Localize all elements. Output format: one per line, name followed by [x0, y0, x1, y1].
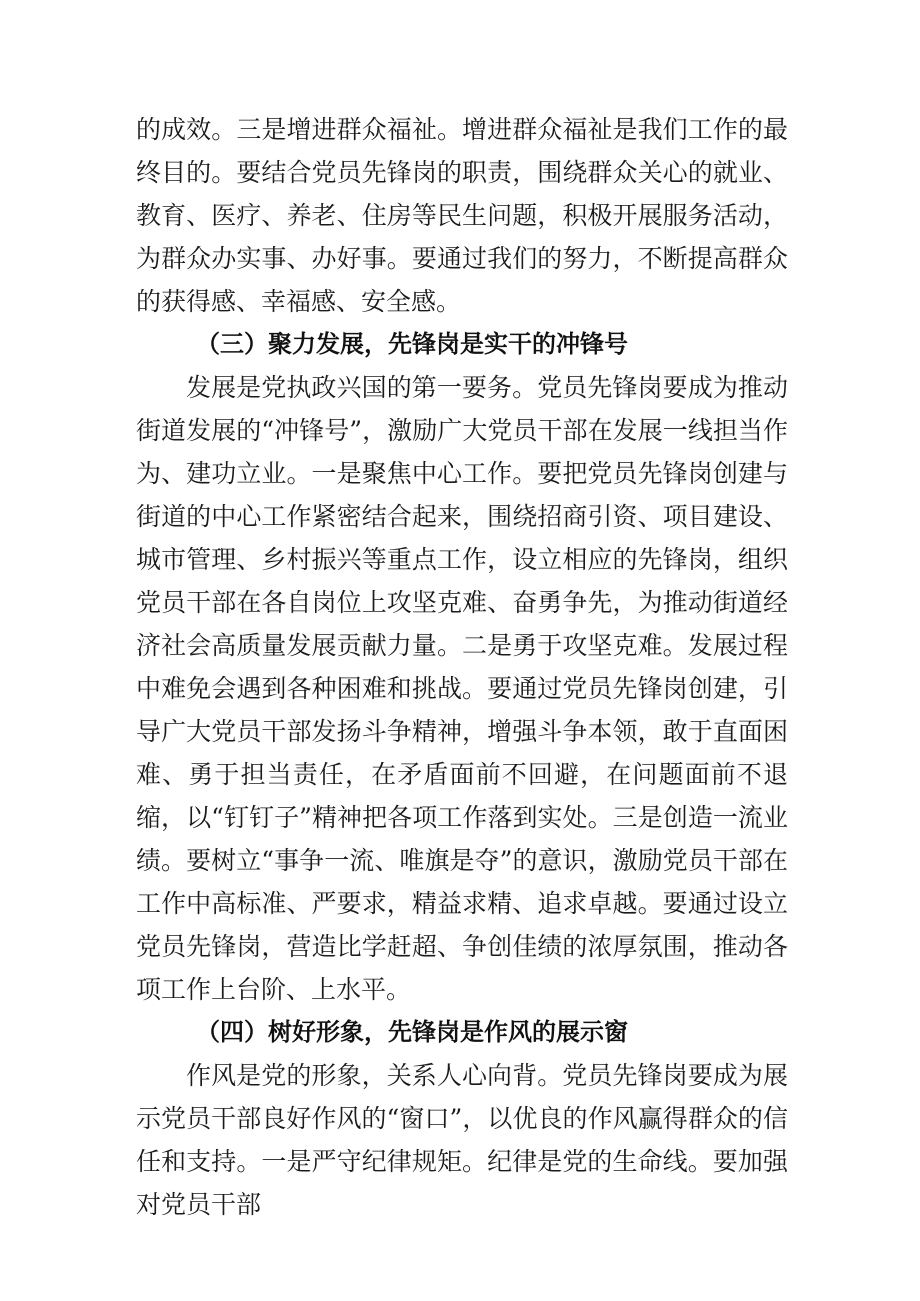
paragraph-development: 发展是党执政兴国的第一要务。党员先锋岗要成为推动街道发展的“冲锋号”，激励广大党员干部在发展一线担当作为、建功立业。一是聚焦中心工作。要把党员先锋岗创建与街道的中心工作紧密结合起来，围绕招商引资、项目建设、城市管理、乡村振兴等重点工作，设立相应的先锋岗，组织党员干部在各自岗位上攻坚克难、奋勇争先，为推动街道经济社会高质量发展贡献力量。二是勇于攻坚克难。发展过程中难免会遇到各种困难和挑战。要通过党员先锋岗创建，引导广大党员干部发扬斗争精神，增强斗争本领，敢于直面困难、勇于担当责任，在矛盾面前不回避，在问题面前不退缩，以“钉钉子”精神把各项工作落到实处。三是创造一流业绩。要树立“事争一流、唯旗是夺”的意识，激励党员干部在工作中高标准、严要求，精益求精、追求卓越。要通过设立党员先锋岗，营造比学赶超、争创佳绩的浓厚氛围，推动各项工作上台阶、上水平。 — [136, 373, 788, 1004]
section-heading-three: （三）聚力发展，先锋岗是实干的冲锋号 — [196, 330, 628, 358]
section-heading-four: （四）树好形象，先锋岗是作风的展示窗 — [196, 1018, 628, 1046]
paragraph-continuation: 的成效。三是增进群众福祉。增进群众福祉是我们工作的最终目的。要结合党员先锋岗的职责，围绕群众关心的就业、教育、医疗、养老、住房等民生问题，积极开展服务活动，为群众办实事、办好事。要通过我们的努力，不断提高群众的获得感、幸福感、安全感。 — [136, 115, 788, 316]
document-body — [136, 108, 788, 1226]
paragraph-style: 作风是党的形象，关系人心向背。党员先锋岗要成为展示党员干部良好作风的“窗口”，以优良的作风赢得群众的信任和支持。一是严守纪律规矩。纪律是党的生命线。要加强对党员干部 — [136, 1061, 788, 1219]
